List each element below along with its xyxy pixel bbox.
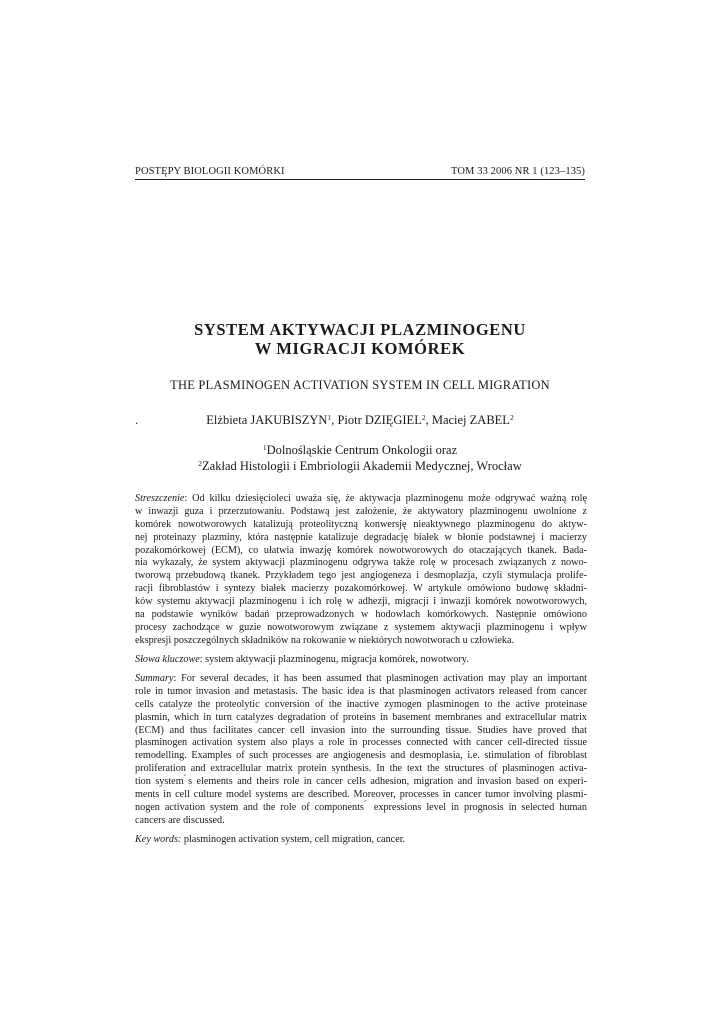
abstract-polish-line: nej proteinazy plazminy, która następnie katalizuje degradację białek w błonie podstawnej i macierzy [135,531,587,543]
keywords-polish-text: : system aktywacji plazminogenu, migracja komórek, nowotwory. [199,654,469,665]
abstract-english-line: role in tumor invasion and metastasis. The basic idea is that plasminogen activators released from cancer [135,685,587,697]
running-head [135,166,585,180]
abstract-english-line: plasminogen activation system also plays a role in processes connected with cancer cell-directed tissue [135,737,587,749]
author-3-affil-mark: 2 [509,413,514,422]
affiliation-2-text: Zakład Histologii i Embriologii Akademii Medycznej, Wrocław [202,459,522,473]
article-title-english: THE PLASMINOGEN ACTIVATION SYSTEM IN CELL MIGRATION [170,378,550,392]
keywords-english-label: Key words: [135,834,182,845]
abstract-polish [135,493,587,648]
title-line-1: SYSTEM AKTYWACJI PLAZMINOGENU [194,320,526,339]
abstract-english-line: cancers are discussed. [135,814,225,826]
author-1-affil-mark: 1 [327,413,332,422]
abstract-polish-line-text: : Od kilku dziesięcioleci uważa się, że aktywacja plazminogenu może odgrywać ważną rolę [184,493,587,504]
abstract-polish-line: tworową przebudową tkanek. Przykładem tego jest angiogeneza i desmoplazja, czyli stymulacja prolife- [135,570,587,582]
abstract-polish-label: Streszczenie [135,493,185,504]
affiliation-1-mark: 1 [262,443,267,452]
keywords-polish [135,654,587,667]
abstract-polish-line: procesy zachodzące w guzie nowotworowym związane z systemem aktywacji plazminogenu i wpływ [135,621,587,633]
author-3-name: , Maciej ZABEL [425,413,510,427]
abstract-english-line: nogen activation system and the role of components ́ expressions level in prognosis in selected human [135,801,587,813]
keywords-english-line [135,834,587,847]
author-list [135,413,585,428]
volume-info: TOM 33 2006 NR 1 (123–135) [451,166,585,177]
abstract-polish-line: nia wykazały, że system aktywacji plazminogenu odgrywa także rolę w procesach związanych z nowo- [135,557,587,569]
title-line-2: W MIGRACJI KOMÓREK [254,339,466,358]
abstract-polish-line: ków systemu aktywacji plazminogenu i ich rolę w adhezji, migracji i inwazji komórek nowotworowych, [135,596,587,608]
keywords-english-text: plasminogen activation system, cell migration, cancer. [181,834,406,845]
abstract-english-line: (ECM) and thus facilitates cancer cell invasion into the surrounding tissue. Studies have proved that [135,724,587,736]
abstract-english-line: tion system ́s elements and theirs role in cancer cells adhesion, migration and invasion based on experi- [135,776,587,788]
abstract-polish-line: komórek nowotworowych katalizują proteolityczną konwersję nieaktywnego plazminogenu do aktyw- [135,518,587,530]
abstract-polish-line [135,493,587,506]
abstract-english-line: plasmin, which in turn catalyzes degradation of proteins in basement membranes and extracellular matrix [135,711,587,723]
affiliation-2-mark: 2 [198,459,203,468]
affiliation-2 [135,458,585,474]
author-2-name: , Piotr DZIĘGIEL [331,413,422,427]
abstract-polish-line: na podstawie wyników badań przeprowadzonych w hodowlach komórkowych. Następnie omówiono [135,609,587,621]
keywords-english [135,834,587,847]
affiliation-1 [135,442,585,458]
abstract-english-line [135,673,587,686]
abstract-polish-line: racji fibroblastów i syntezy białek macierzy pozakomórkowej. W artykule omówiono budowę składni- [135,583,587,595]
author-1-name: Elżbieta JAKUBISZYN [206,413,328,427]
abstract-english-line: proliferation and extracellular matrix protein synthesis. In the text the structures of plasminogen activa- [135,763,587,775]
stray-dot: . [135,413,139,427]
abstract-english-line: cells catalyze the proteolytic conversion of the inactive zymogen plasminogen to the active proteinase [135,698,587,710]
affiliation-1-text: Dolnośląskie Centrum Onkologii oraz [266,443,458,457]
abstract-polish-line: w inwazji guza i przerzutowaniu. Podstawą jest założenie, że aktywatory plazminogenu uwolnione z [135,505,587,517]
article-title [135,320,585,358]
journal-name: POSTĘPY BIOLOGII KOMÓRKI [135,166,285,177]
abstract-english-label: Summary [135,673,174,684]
author-2-affil-mark: 2 [421,413,426,422]
abstract-english-line-text: : For several decades, it has been assumed that plasminogen activation may play an important [173,673,587,684]
keywords-polish-line [135,654,587,667]
abstract-english-line: ments in cell culture model systems are described. Moreover, processes in cancer tumor involving plasmi- [135,789,587,801]
abstract-polish-line: ekspresji poszczególnych składników na rokowanie w niektórych nowotworach u człowieka. [135,634,515,646]
keywords-polish-label: Słowa kluczowe [135,654,200,665]
abstract-english-line: remodelling. Examples of such processes are angiogenesis and desmoplasia, i.e. stimulation of fibroblast [135,750,587,762]
abstract-polish-line: pozakomórkowej (ECM), co ułatwia inwazję komórek nowotworowych do otaczających tkanek. Bada- [135,544,587,556]
abstract-english [135,673,587,828]
